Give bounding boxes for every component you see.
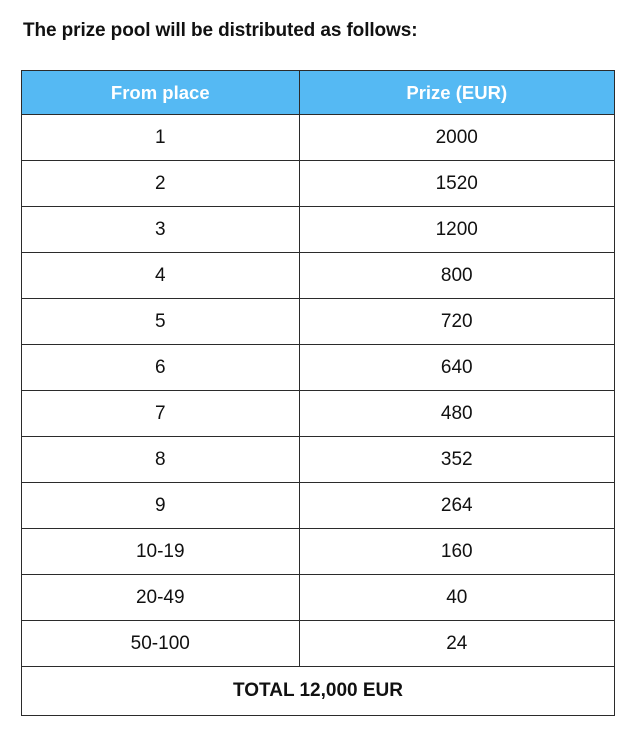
prize-distribution-table [21,70,615,716]
table-row [22,437,615,483]
cell-place: 8 [22,437,300,483]
table-row [22,299,615,345]
cell-prize: 352 [299,437,614,483]
cell-prize: 480 [299,391,614,437]
cell-place: 10-19 [22,529,300,575]
cell-prize: 1520 [299,161,614,207]
table-row [22,483,615,529]
table-row [22,345,615,391]
table-body [22,115,615,667]
table-footer [22,667,615,716]
cell-place: 9 [22,483,300,529]
cell-place: 2 [22,161,300,207]
table-row [22,115,615,161]
table-row [22,391,615,437]
cell-prize: 2000 [299,115,614,161]
table-row [22,207,615,253]
cell-place: 4 [22,253,300,299]
cell-prize: 640 [299,345,614,391]
table-row [22,161,615,207]
cell-total: TOTAL 12,000 EUR [22,667,615,716]
table-row [22,253,615,299]
cell-place: 20-49 [22,575,300,621]
prize-table-container [21,70,615,716]
cell-prize: 264 [299,483,614,529]
table-row [22,575,615,621]
table-total-row [22,667,615,716]
cell-place: 1 [22,115,300,161]
cell-prize: 720 [299,299,614,345]
cell-place: 6 [22,345,300,391]
cell-prize: 40 [299,575,614,621]
cell-place: 5 [22,299,300,345]
cell-place: 3 [22,207,300,253]
cell-place: 7 [22,391,300,437]
cell-prize: 160 [299,529,614,575]
table-row [22,529,615,575]
page-title: The prize pool will be distributed as follows: [23,20,418,41]
cell-prize: 1200 [299,207,614,253]
cell-place: 50-100 [22,621,300,667]
table-row [22,621,615,667]
cell-prize: 24 [299,621,614,667]
table-header [22,71,615,115]
table-header-row [22,71,615,115]
cell-prize: 800 [299,253,614,299]
column-header-prize: Prize (EUR) [299,71,614,115]
column-header-from-place: From place [22,71,300,115]
